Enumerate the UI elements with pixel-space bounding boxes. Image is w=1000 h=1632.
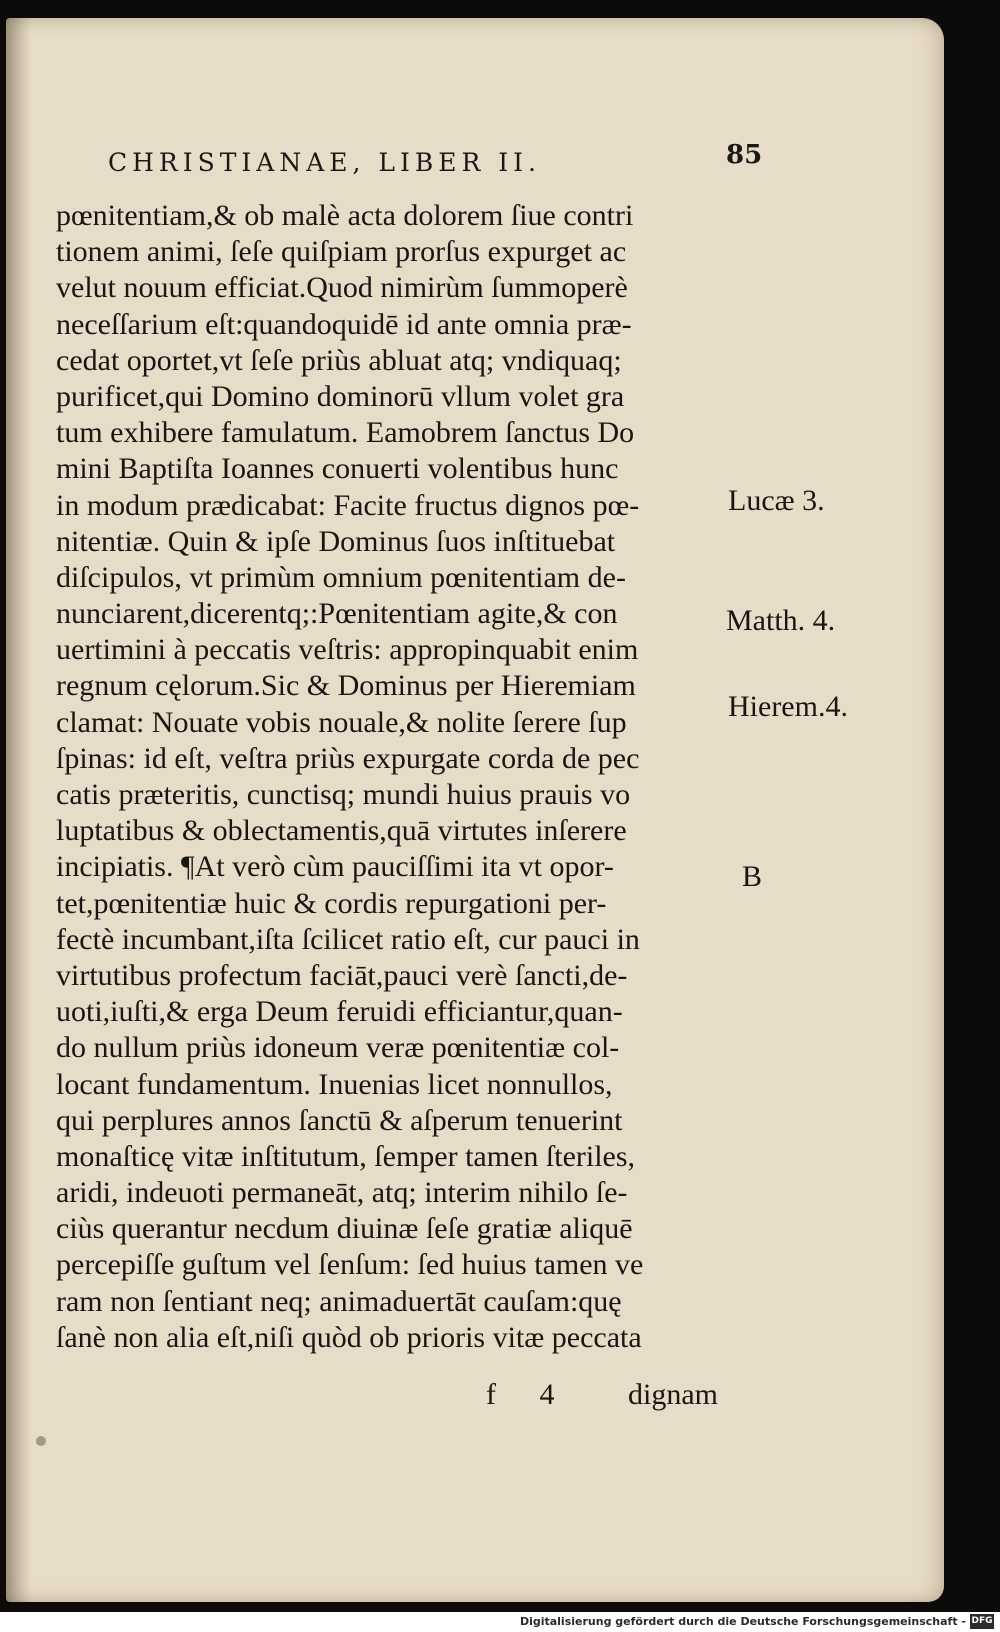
text-line: mini Baptiſta Ioannes conuerti volentibus hunc (56, 452, 619, 486)
text-line: tum exhibere famulatum. Eamobrem ſanctus Do (56, 416, 635, 450)
running-head: CHRISTIANAE, LIBER II. (108, 148, 541, 177)
margin-note-lucae: Lucæ 3. (728, 484, 825, 517)
text-line: fectè incumbant,iſta ſcilicet ratio eſt, cur pauci in (56, 922, 640, 956)
text-line: aridi, indeuoti permaneāt, atq; interim nihilo ſe- (56, 1176, 628, 1210)
text-line: cedat oportet,vt ſeſe priùs abluat atq; vndiquaq; (56, 343, 622, 377)
text-line: uertimini à peccatis veſtris: appropinquabit enim (56, 633, 639, 667)
text-block (56, 198, 736, 1356)
paper-stain (36, 1436, 46, 1446)
text-line: ſpinas: id eſt, veſtra priùs expurgate corda de pec (56, 741, 640, 775)
text-line: virtutibus profectum faciāt,pauci verè ſancti,de- (56, 958, 628, 992)
text-line: ſanè non alia eſt,niſi quòd ob prioris vitæ peccata (56, 1320, 642, 1354)
page-number: 85 (726, 140, 763, 170)
text-line: clamat: Nouate vobis nouale,& nolite ſerere ſup (56, 705, 627, 739)
text-line: pœnitentiam,& ob malè acta dolorem ſiue contri (56, 199, 634, 232)
text-line: do nullum priùs idoneum veræ pœnitentiæ col- (56, 1031, 620, 1065)
text-line: ciùs querantur necdum diuinæ ſeſe gratiæ aliquē (56, 1212, 633, 1246)
signature-mark: f 4 (486, 1378, 573, 1411)
dfg-logo: DFG (970, 1614, 994, 1629)
text-line: luptatibus & oblectamentis,quā virtutes inſerere (56, 814, 627, 848)
footer-credit: Digitalisierung gefördert durch die Deutsche Forschungsgemeinschaft - (519, 1615, 966, 1628)
text-line: in modum prædicabat: Facite fructus dignos pœ- (56, 488, 640, 522)
text-line: diſcipulos, vt primùm omnium pœnitentiam de- (56, 560, 626, 594)
text-line: uoti,iuſti,& erga Deum feruidi efficiantur,quan- (56, 995, 623, 1029)
margin-note-matthaeus: Matth. 4. (726, 604, 836, 637)
text-line: tionem animi, ſeſe quiſpiam prorſus expurget ac (56, 235, 627, 269)
text-line: velut nouum efficiat.Quod nimirùm ſummoperè (56, 271, 628, 305)
text-line: locant fundamentum. Inuenias licet nonnullos, (56, 1067, 613, 1101)
text-line: percepiſſe guſtum vel ſenſum: ſed huius tamen ve (56, 1248, 644, 1282)
digitization-footer (0, 1612, 1000, 1632)
text-line: purificet,qui Domino dominorū vllum volet gra (56, 379, 625, 413)
text-line: qui perplures annos ſanctū & aſperum tenuerint (56, 1103, 623, 1137)
margin-note-hieremias: Hierem.4. (728, 690, 848, 723)
catchword: dignam (628, 1378, 718, 1411)
text-line: nitentiæ. Quin & ipſe Dominus ſuos inſtituebat (56, 524, 616, 558)
text-line: regnum cęlorum.Sic & Dominus per Hieremiam (56, 669, 636, 703)
margin-note-section-letter: B (742, 860, 763, 893)
text-line: ram non ſentiant neq; animaduertāt cauſam:quę (56, 1284, 622, 1318)
text-line: catis præteritis, cunctisq; mundi huius prauis vo (56, 778, 631, 811)
text-line: incipiatis. ¶At verò cùm pauciſſimi ita vt opor- (56, 850, 614, 884)
text-line: nunciarent,dicerentq;:Pœnitentiam agite,& con (56, 597, 618, 631)
text-line: tet,pœnitentiæ huic & cordis repurgationi per- (56, 886, 607, 920)
text-line: monaſticę vitæ inſtitutum, ſemper tamen ſteriles, (56, 1139, 636, 1173)
text-line: neceſſarium eſt:quandoquidē id ante omnia præ- (56, 307, 632, 341)
